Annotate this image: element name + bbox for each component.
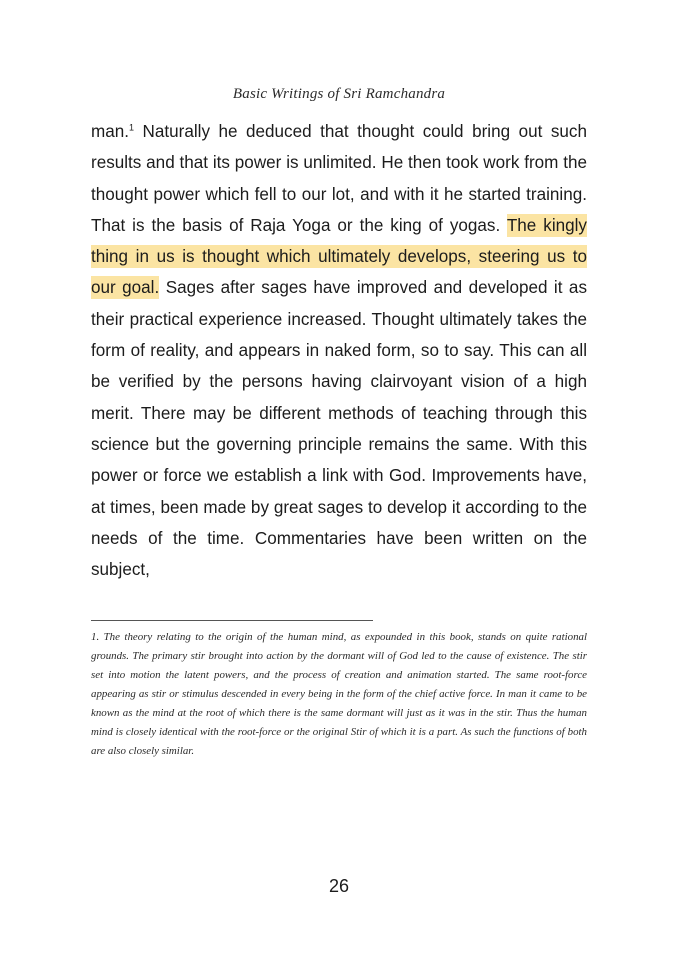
footnote-text: 1. The theory relating to the origin of the human mind, as expounded in this book, stands on quite rational grounds. The primary stir brought into action by the dormant will of God led to the cause of existence. The stir set into motion the latent powers, and the process of creation and animation started. The same root-force appearing as stir or stimulus descended in every being in the form of the chief active force. In man it came to be known as the mind at the root of which there is the same dormant will just as it was in the stir. Thus the human mind is closely identical with the root-force or the original Stir of which it is a part. As such the functions of both are also closely similar. <box>91 631 587 757</box>
body-text-before-highlight: Naturally he deduced that thought could bring out such results and that its power is unlimited. He then took work from the thought power which fell to our lot, and with it he started training. That is the basis of Raja Yoga or the king of yogas. <box>91 122 587 235</box>
body-text-after-highlight: Sages after sages have improved and developed it as their practical experience increased. Thought ultimately takes the form of reality, and appears in naked form, so to say. This can all be verified by the persons having clairvoyant vision of a high merit. There may be different methods of teaching through this science but the governing principle remains the same. With this power or force we establish a link with God. Improvements have, at times, been made by great sages to develop it according to the needs of the time. Commentaries have been written on the subject, <box>91 278 587 580</box>
body-paragraph <box>91 116 587 585</box>
body-lead-word: man. <box>91 122 130 141</box>
page-number: 26 <box>328 876 350 896</box>
footnote-divider <box>91 620 373 621</box>
highlighted-passage: The kingly thing in us is thought which ultimately develops, steering us to our goal. <box>91 215 587 298</box>
footnote-reference[interactable]: 1 <box>129 122 135 133</box>
running-header: Basic Writings of Sri Ramchandra <box>232 86 446 102</box>
